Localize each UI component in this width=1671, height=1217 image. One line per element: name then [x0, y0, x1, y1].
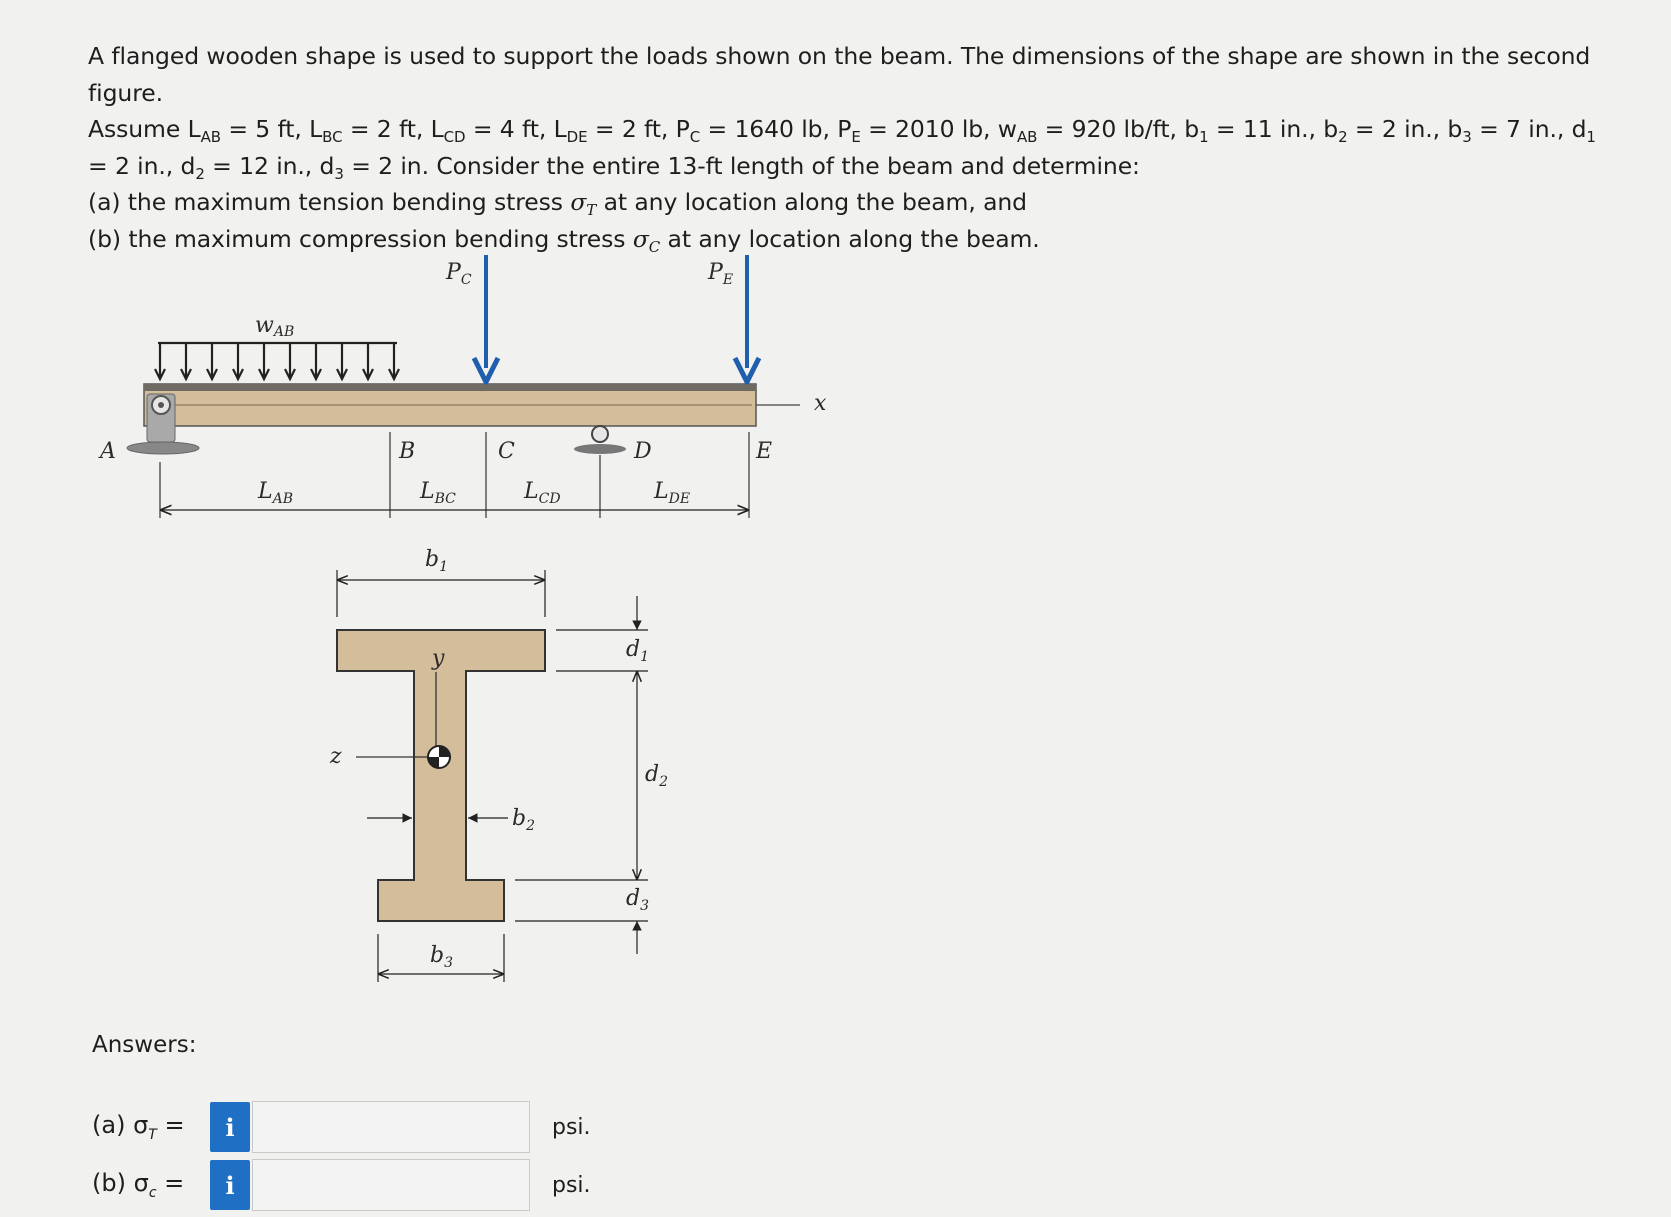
- span-de-label: $L_{DE}$: [654, 479, 691, 507]
- span-cd-label: $L_{CD}$: [524, 479, 561, 507]
- load-pc-label: $P_C$: [446, 260, 472, 288]
- answers-heading: Answers:: [92, 1032, 197, 1058]
- answer-a-label: (a) $\sigma_T$ =: [92, 1111, 185, 1143]
- i-section-shape: [337, 630, 545, 921]
- answer-a-input[interactable]: [252, 1101, 530, 1153]
- point-b-label: B: [399, 439, 416, 464]
- problem-line-1: A flanged wooden shape is used to support the loads shown on the beam. The dimensions of the shape are shown in the second figure.: [88, 42, 1591, 107]
- answer-b-label: (b) $\sigma_c$ =: [92, 1169, 185, 1201]
- point-d-label: D: [634, 439, 652, 464]
- answer-row-a: [92, 1101, 591, 1153]
- dim-b1-label: $b_1$: [425, 547, 449, 575]
- cross-section-diagram: [329, 547, 668, 982]
- info-icon[interactable]: i: [210, 1160, 250, 1210]
- dim-d1-label: $d_1$: [626, 637, 650, 665]
- span-ab-label: $L_{AB}$: [258, 479, 294, 507]
- info-icon[interactable]: i: [210, 1102, 250, 1152]
- y-axis-label: y: [432, 646, 445, 671]
- dim-b3-label: $b_3$: [430, 943, 454, 971]
- beam-top-flange: [144, 384, 756, 391]
- roller-support-d: [574, 426, 626, 454]
- distributed-load-label: wAB: [255, 313, 295, 340]
- dim-d3-label: $d_3$: [626, 886, 650, 914]
- z-axis-label: z: [330, 744, 342, 769]
- point-c-label: C: [498, 439, 515, 464]
- point-a-label: A: [100, 439, 116, 464]
- x-axis-label: x: [814, 391, 827, 416]
- span-bc-label: $L_{BC}$: [420, 479, 456, 507]
- distributed-load: [155, 343, 399, 379]
- dim-b2-label: $b_2$: [512, 806, 536, 834]
- problem-givens: Assume $L_{AB} = 5$ ft, $L_{BC} = 2$ ft, $L_{CD} = 4$ ft, $L_{DE} = 2$ ft, $P_C = 1640$ lb, $P_E = 2010$ lb, $w_{AB} = 920$ lb/ft, $b_1 = 11$ in., $b_2 = 2$ in., $b_3 = 7$ in., $d_1 = 2$ in., $d_2 = 12$ in., $d_3 = 2$ in. Consider the entire 13-ft length of the beam and determine:: [88, 115, 1596, 183]
- beam-diagram: [98, 255, 827, 518]
- answer-row-b: [92, 1159, 591, 1211]
- dim-d2-label: $d_2$: [645, 762, 669, 790]
- answer-b-input[interactable]: [252, 1159, 530, 1211]
- problem-part-b: (b) the maximum compression bending stress $\sigma_C$ at any location along the beam.: [88, 224, 1040, 256]
- problem-part-a: (a) the maximum tension bending stress $\sigma_T$ at any location along the beam, and: [88, 188, 1027, 219]
- answer-b-unit: psi.: [552, 1172, 591, 1198]
- centroid-icon: [428, 746, 450, 768]
- load-pe-label: $P_E$: [708, 260, 734, 288]
- point-e-label: E: [756, 439, 773, 464]
- answer-a-unit: psi.: [552, 1114, 591, 1140]
